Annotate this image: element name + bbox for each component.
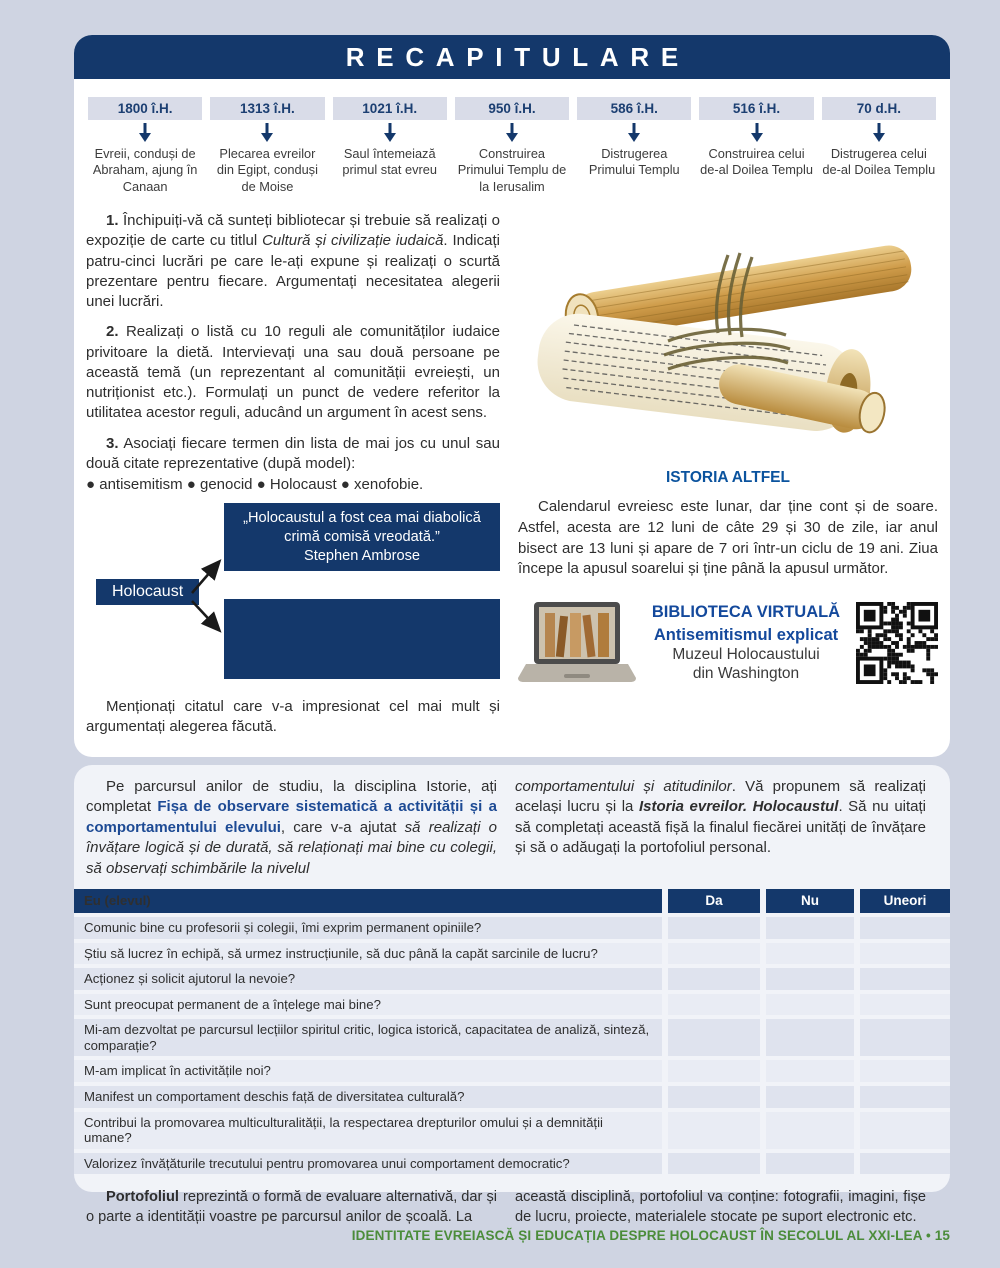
down-arrow-icon bbox=[504, 123, 520, 142]
answer-cell-nu[interactable] bbox=[766, 1153, 854, 1175]
answer-cell-uneori[interactable] bbox=[860, 1153, 950, 1175]
answer-cell-da[interactable] bbox=[668, 943, 760, 965]
answer-cell-uneori[interactable] bbox=[860, 1019, 950, 1056]
question-cell: Știu să lucrez în echipă, să urmez instrucțiunile, să duc până la capăt sarcinile de lucru? bbox=[74, 943, 662, 965]
timeline-date: 516 î.H. bbox=[699, 97, 813, 120]
mention-paragraph: Menționați citatul care v-a impresionat cel mai mult și argumentați alegerea făcută. bbox=[86, 698, 500, 736]
museum-name-line1: Muzeul Holocaustului bbox=[672, 645, 820, 663]
answer-cell-uneori[interactable] bbox=[860, 943, 950, 965]
main-content-card bbox=[74, 35, 950, 757]
question-cell: Mi-am dezvoltat pe parcursul lecțiilor spiritul critic, logica istorică, capacitatea de analiză, sinteză, comparație? bbox=[74, 1019, 662, 1056]
connector-arrows bbox=[190, 531, 226, 659]
quote-text: „Holocaustul a fost cea mai diabolică crimă comisă vreodată.” bbox=[243, 509, 481, 545]
self-evaluation-table bbox=[74, 889, 950, 1174]
portfolio-left bbox=[86, 1188, 497, 1227]
answer-cell-da[interactable] bbox=[668, 1153, 760, 1175]
timeline bbox=[74, 79, 950, 201]
virtual-library-subtitle: Antisemitismul explicat bbox=[653, 625, 839, 644]
timeline-item bbox=[333, 97, 447, 195]
observation-right bbox=[515, 777, 926, 879]
table-row bbox=[74, 943, 950, 965]
terms-list: ● antisemitism ● genocid ● Holocaust ● xenofobie. bbox=[86, 476, 424, 494]
answer-cell-da[interactable] bbox=[668, 1086, 760, 1108]
task-2 bbox=[86, 322, 500, 423]
answer-cell-nu[interactable] bbox=[766, 917, 854, 939]
term-label: Holocaust bbox=[96, 579, 199, 605]
answer-cell-nu[interactable] bbox=[766, 1019, 854, 1056]
question-cell: Manifest un comportament deschis față de diversitatea culturală? bbox=[74, 1086, 662, 1108]
museum-name-line2: din Washington bbox=[692, 664, 800, 682]
timeline-item bbox=[699, 97, 813, 195]
timeline-item bbox=[455, 97, 569, 195]
question-cell: M-am implicat în activitățile noi? bbox=[74, 1060, 662, 1082]
timeline-date: 1021 î.H. bbox=[333, 97, 447, 120]
qr-code bbox=[856, 602, 938, 684]
down-arrow-icon bbox=[749, 123, 765, 142]
down-arrow-icon bbox=[382, 123, 398, 142]
timeline-date: 70 d.H. bbox=[822, 97, 936, 120]
timeline-label: Distrugerea Primului Templu bbox=[588, 146, 680, 178]
table-row bbox=[74, 968, 950, 990]
text: reprezintă o formă de evaluare alternativă, dar și o parte a identității voastre pe parcursul anilor de școală. La bbox=[86, 1189, 497, 1225]
timeline-label: Saul întemeiază primul stat evreu bbox=[342, 146, 437, 178]
answer-cell-da[interactable] bbox=[668, 917, 760, 939]
answer-cell-nu[interactable] bbox=[766, 943, 854, 965]
question-cell: Valorizez învățăturile trecutului pentru promovarea unui comportament democratic? bbox=[74, 1153, 662, 1175]
header-student: Eu (elevul) bbox=[74, 889, 662, 913]
text-italic: comportamentului și atitudinilor bbox=[515, 778, 732, 795]
virtual-library-text bbox=[646, 603, 846, 684]
timeline-label: Evreii, conduși de Abraham, ajung în Canaan bbox=[92, 146, 198, 194]
table-row bbox=[74, 1060, 950, 1082]
section-header-band bbox=[74, 35, 950, 79]
header-da: Da bbox=[668, 889, 760, 913]
timeline-date: 1313 î.H. bbox=[210, 97, 324, 120]
timeline-label: Plecarea evreilor din Egipt, conduși de Moise bbox=[216, 146, 318, 194]
answer-cell-uneori[interactable] bbox=[860, 1060, 950, 1082]
table-row bbox=[74, 917, 950, 939]
book-title: Cultură și civilizație iudaică bbox=[262, 232, 444, 250]
portfolio-paragraphs bbox=[74, 1178, 950, 1227]
header-uneori: Uneori bbox=[860, 889, 950, 913]
question-cell: Comunic bine cu profesorii și colegii, îmi exprim permanent opiniile? bbox=[74, 917, 662, 939]
task-text: Închipuiți-vă că sunteți bibliotecar și trebuie să realizați o expoziție de carte cu titlul bbox=[86, 212, 500, 250]
text-italic: să realizați o învățare logică și de durată, să relaționați mai bine cu colegii, să observați schimbările la nivelul bbox=[86, 818, 497, 877]
question-cell: Contribui la promovarea multiculturalității, la respectarea drepturilor omului și a demnității umane? bbox=[74, 1112, 662, 1149]
book-title: Istoria evreilor. Holocaustul bbox=[638, 798, 839, 816]
question-cell: Sunt preocupat permanent de a înțelege mai bine? bbox=[74, 994, 662, 1016]
table-row bbox=[74, 994, 950, 1016]
scrolls-photo bbox=[518, 213, 938, 463]
timeline-label: Distrugerea celui de-al Doilea Templu bbox=[822, 146, 936, 178]
page-footer: IDENTITATE EVREIASCĂ ȘI EDUCAȚIA DESPRE HOLOCAUST ÎN SECOLUL AL XXI-LEA • 15 bbox=[351, 1228, 950, 1243]
timeline-item bbox=[822, 97, 936, 195]
portfolio-term: Portofoliul bbox=[106, 1189, 179, 1206]
timeline-item bbox=[210, 97, 324, 195]
task-1 bbox=[86, 211, 500, 312]
down-arrow-icon bbox=[137, 123, 153, 142]
virtual-library-block bbox=[518, 600, 938, 686]
timeline-date: 950 î.H. bbox=[455, 97, 569, 120]
timeline-item bbox=[577, 97, 691, 195]
observation-paragraphs bbox=[74, 765, 950, 879]
sheet-title: Fișa de observare sistematică a activității și a comportamentului elevului bbox=[86, 798, 498, 836]
timeline-label: Construirea Primului Templu de la Ierusalim bbox=[457, 146, 567, 194]
answer-cell-da[interactable] bbox=[668, 968, 760, 990]
tasks-column bbox=[86, 211, 500, 738]
istoria-altfel-text: Calendarul evreiesc este lunar, dar ține cont și de soare. Astfel, acesta are 12 luni de câte 29 și 30 de zile, iar anul bisect are 13 luni și apare de 7 ori într-un ciclu de 19 ani. Ziua începe la apusul soarelui și ține până la apusul următor. bbox=[518, 498, 938, 578]
question-cell: Acționez și solicit ajutorul la nevoie? bbox=[74, 968, 662, 990]
quote-author: Stephen Ambrose bbox=[303, 547, 421, 564]
down-arrow-icon bbox=[259, 123, 275, 142]
text: . Să nu uitați să completați această fișă la finalul fiecărei unități de învățare și să o adăugați la portofoliul personal. bbox=[515, 798, 927, 857]
virtual-library-title: BIBLIOTECA VIRTUALĂ bbox=[651, 602, 841, 621]
table-row bbox=[74, 1112, 950, 1149]
task-number: 2. bbox=[106, 323, 119, 341]
answer-cell-uneori[interactable] bbox=[860, 1086, 950, 1108]
answer-cell-nu[interactable] bbox=[766, 1060, 854, 1082]
header-nu: Nu bbox=[766, 889, 854, 913]
task-text: Realizați o listă cu 10 reguli ale comunităților iudaice privitoare la dietă. Intervievați una sau două persoane pe această temă (un reprezentant al comunității evreiești, un nutriționist etc.). Formulați un punct de vedere referitor la utilitatea acestor reguli, aducând un argument în acest sens. bbox=[86, 323, 500, 422]
empty-quote-box[interactable] bbox=[224, 599, 500, 679]
answer-cell-da[interactable] bbox=[668, 1019, 760, 1056]
answer-cell-uneori[interactable] bbox=[860, 968, 950, 990]
page-title: RECAPITULARE bbox=[345, 41, 690, 72]
istoria-altfel-title: ISTORIA ALTFEL bbox=[666, 469, 790, 487]
down-arrow-icon bbox=[626, 123, 642, 142]
table-row bbox=[74, 1086, 950, 1108]
answer-cell-nu[interactable] bbox=[766, 994, 854, 1016]
task-number: 3. bbox=[106, 434, 119, 452]
quote-box bbox=[224, 503, 500, 571]
timeline-item bbox=[88, 97, 202, 195]
answer-cell-uneori[interactable] bbox=[860, 917, 950, 939]
table-row bbox=[74, 1153, 950, 1175]
answer-cell-uneori[interactable] bbox=[860, 1112, 950, 1149]
text: . Vă propunem să realizați același lucru și la bbox=[515, 778, 927, 816]
side-column bbox=[518, 211, 938, 738]
answer-cell-da[interactable] bbox=[668, 1112, 760, 1149]
task-number: 1. bbox=[106, 212, 119, 230]
task-3 bbox=[86, 434, 500, 475]
text: Pe parcursul anilor de studiu, la disciplina Istorie, ați completat bbox=[86, 778, 497, 816]
timeline-label: Construirea celui de-al Doilea Templu bbox=[700, 146, 813, 178]
portfolio-right: această disciplină, portofoliul va conține: fotografii, imagini, fișe de lucru, proiecte, materialele stocate pe suport electronic etc. bbox=[515, 1189, 926, 1225]
text: , care v-a ajutat bbox=[280, 818, 405, 836]
self-evaluation-card bbox=[74, 765, 950, 1225]
task-text: . Indicați patru-cinci lucrări pe care le-ați expune și realizați o scurtă prezentare pentru fiecare. Argumentați necesitatea alegerii unei lucrări. bbox=[86, 232, 500, 311]
quote-diagram bbox=[86, 503, 500, 685]
task-text: Asociați fiecare termen din lista de mai jos cu unul sau două citate reprezentative (după model): bbox=[86, 434, 500, 472]
timeline-date: 1800 î.H. bbox=[88, 97, 202, 120]
answer-cell-da[interactable] bbox=[668, 994, 760, 1016]
answer-cell-nu[interactable] bbox=[766, 1112, 854, 1149]
timeline-date: 586 î.H. bbox=[577, 97, 691, 120]
answer-cell-nu[interactable] bbox=[766, 1086, 854, 1108]
answer-cell-da[interactable] bbox=[668, 1060, 760, 1082]
table-row bbox=[74, 1019, 950, 1056]
laptop-books-icon bbox=[518, 600, 636, 686]
observation-left bbox=[86, 777, 497, 879]
down-arrow-icon bbox=[871, 123, 887, 142]
table-header-row bbox=[74, 889, 950, 913]
answer-cell-nu[interactable] bbox=[766, 968, 854, 990]
answer-cell-uneori[interactable] bbox=[860, 994, 950, 1016]
